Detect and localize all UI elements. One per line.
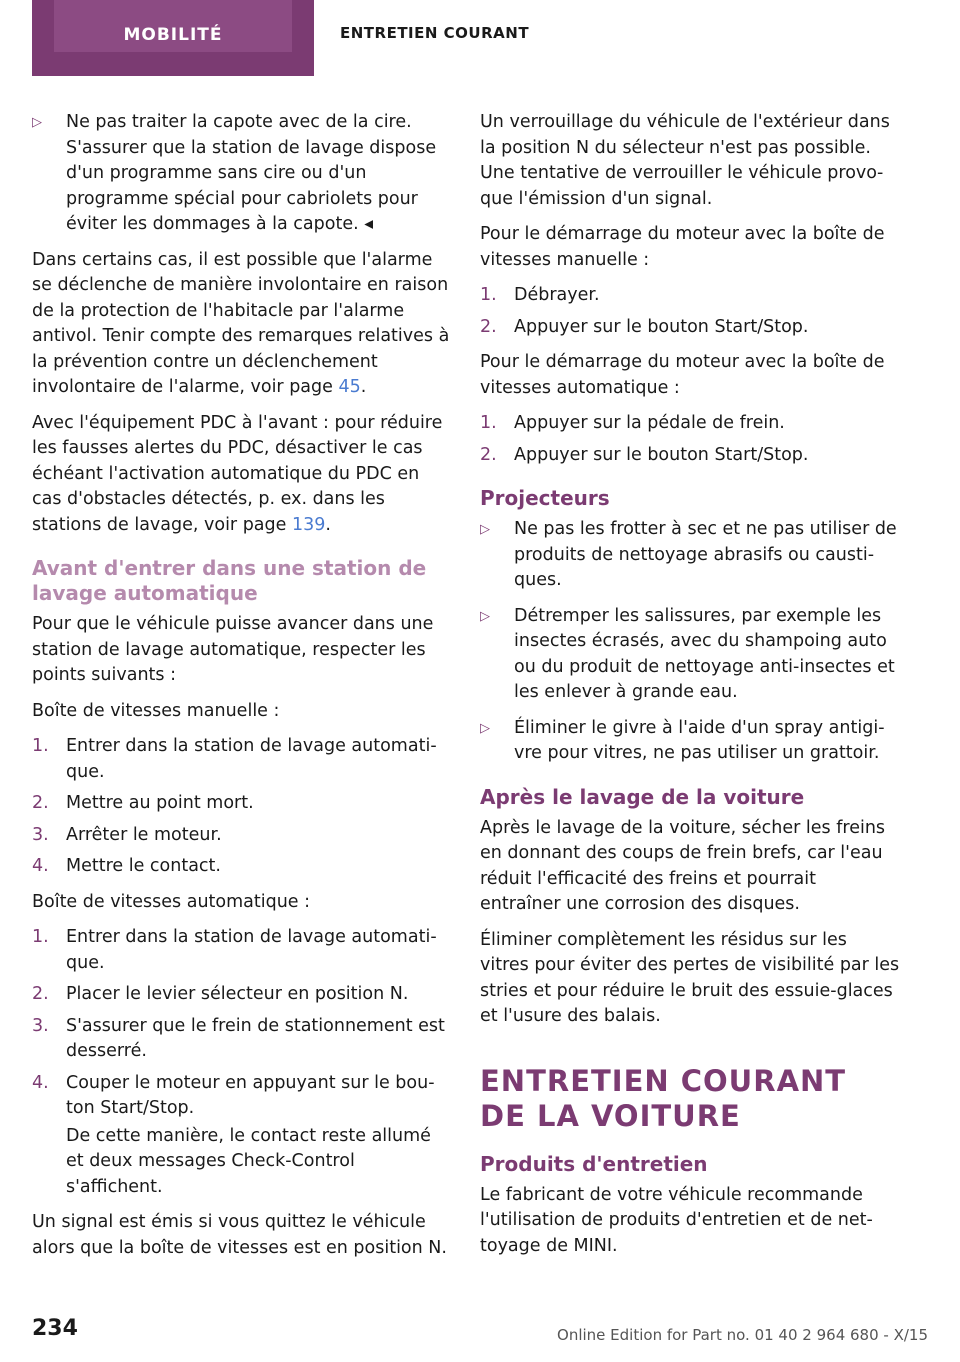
list-item bbox=[480, 443, 900, 469]
section-heading: Avant d'entrer dans une station de lavage automatique bbox=[32, 556, 427, 605]
page-number: 234 bbox=[32, 1316, 78, 1341]
bullet-text: Ne pas les frotter à sec et ne pas utiliser de produits de nettoyage abrasifs ou caustiques. bbox=[514, 519, 897, 590]
paragraph: Après le lavage de la voiture, sécher les freins en donnant des coups de frein brefs, car l'eau réduit l'efficacité des freins et pourrait entraîner une corrosion des disques. bbox=[480, 817, 886, 914]
bullet-item bbox=[32, 110, 450, 238]
list-item-text: Arrêter le moteur. bbox=[66, 824, 222, 845]
paragraph: Éliminer complètement les résidus sur les vitres pour éviter des pertes de visibilité par les stries et pour réduire le bruit des essuie-glaces et l'usure des balais. bbox=[480, 929, 900, 1026]
list-item bbox=[32, 734, 450, 785]
list-number: 4. bbox=[32, 856, 49, 876]
numbered-list bbox=[32, 925, 450, 1200]
list-item-text: Couper le moteur en appuyant sur le bouton Start/Stop. bbox=[66, 1072, 435, 1118]
section-title: ENTRETIEN COURANT bbox=[340, 24, 530, 42]
tab-mobilite[interactable] bbox=[32, 0, 314, 76]
chapter-heading: ENTRETIEN COURANT DE LA VOITURE bbox=[480, 1063, 847, 1133]
list-item-text: Entrer dans la station de lavage automatique. bbox=[66, 736, 437, 782]
list-number: 1. bbox=[480, 413, 497, 433]
paragraph: Un verrouillage du véhicule de l'extérieur dans la position N du sélecteur n'est pas possible. Une tentative de verrouiller le véhicule provoque l'émission d'un signal. bbox=[480, 112, 890, 209]
list-item bbox=[32, 791, 450, 817]
bullet-item bbox=[480, 517, 900, 594]
section-heading: Après le lavage de la voiture bbox=[480, 784, 805, 809]
paragraph: Le fabricant de votre véhicule recommande l'utilisation de produits d'entretien et de nettoyage de MINI. bbox=[480, 1184, 873, 1256]
paragraph-text: Avec l'équipement PDC à l'avant : pour réduire les fausses alertes du PDC, désactiver le cas échéant l'activation automatique du PDC en cas d'obstacles détectés, p. ex. dans les stations de lavage, voir page bbox=[32, 412, 443, 535]
list-item-text: Mettre le contact. bbox=[66, 856, 221, 876]
bullet-text: Ne pas traiter la capote avec de la cire. S'assurer que la station de lavage dispose d'un programme sans cire ou d'un programme spécial pour cabriolets pour éviter les dommages à la capote. bbox=[66, 112, 437, 234]
period: . bbox=[325, 514, 331, 535]
paragraph bbox=[32, 411, 450, 539]
list-number: 2. bbox=[480, 316, 497, 337]
numbered-list bbox=[32, 734, 450, 880]
right-column bbox=[480, 110, 900, 1269]
list-item-text: Débrayer. bbox=[514, 285, 600, 305]
period: . bbox=[360, 377, 367, 397]
list-item-text: S'assurer que le frein de stationnement est desserré. bbox=[66, 1015, 445, 1061]
list-item-text: Appuyer sur la pédale de frein. bbox=[514, 413, 785, 433]
bullet-marker-icon: ▷ bbox=[480, 720, 490, 736]
section-heading: Produits d'entretien bbox=[480, 1151, 708, 1176]
list-number: 2. bbox=[32, 984, 49, 1004]
list-item-text: Entrer dans la station de lavage automatique. bbox=[66, 927, 437, 973]
bullet-marker-icon: ▷ bbox=[480, 522, 490, 537]
paragraph: Pour que le véhicule puisse avancer dans une station de lavage automatique, respecter les points suivants : bbox=[32, 614, 434, 685]
edition-footer: Online Edition for Part no. 01 40 2 964 680 - X/15 bbox=[557, 1326, 928, 1344]
bullet-marker-icon: ▷ bbox=[32, 115, 42, 130]
list-item-text: Placer le levier sélecteur en position N. bbox=[66, 984, 409, 1004]
list-label: Boîte de vitesses manuelle : bbox=[32, 700, 280, 721]
list-number: 1. bbox=[32, 927, 49, 947]
numbered-list bbox=[480, 283, 900, 340]
list-number: 2. bbox=[32, 793, 49, 813]
list-number: 3. bbox=[32, 824, 49, 845]
list-item bbox=[32, 982, 450, 1008]
page-link[interactable]: 45 bbox=[338, 377, 361, 397]
paragraph-text: Dans certains cas, il est possible que l'alarme se déclenche de manière involontaire en raison de la protection de l'habitacle par l'alarme antivol. Tenir compte des remarques relatives à la prévention contre un déclenchement involontaire de l'alarme, voir page bbox=[32, 249, 450, 397]
list-number: 1. bbox=[480, 285, 497, 305]
list-number: 2. bbox=[480, 444, 497, 465]
bullet-marker-icon: ▷ bbox=[480, 608, 490, 624]
list-item bbox=[32, 925, 450, 976]
paragraph: Pour le démarrage du moteur avec la boîte de vitesses manuelle : bbox=[480, 224, 885, 270]
list-item bbox=[480, 283, 900, 309]
paragraph: Un signal est émis si vous quittez le véhicule alors que la boîte de vitesses est en position N. bbox=[32, 1212, 447, 1258]
list-item bbox=[480, 315, 900, 341]
bullet-text: Éliminer le givre à l'aide d'un spray antigivre pour vitres, ne pas utiliser un grattoir. bbox=[514, 717, 885, 763]
paragraph bbox=[32, 248, 450, 401]
bullet-item bbox=[480, 604, 900, 706]
paragraph: Pour le démarrage du moteur avec la boîte de vitesses automatique : bbox=[480, 352, 885, 398]
tab-mobilite-label: MOBILITÉ bbox=[54, 0, 292, 52]
list-item-text: Mettre au point mort. bbox=[66, 793, 254, 813]
bullet-text: Détremper les salissures, par exemple les insectes écrasés, avec du shampoing auto ou du produit de nettoyage anti-insectes et les enlever à grande eau. bbox=[514, 605, 895, 702]
list-item bbox=[480, 411, 900, 437]
list-item-text: Appuyer sur le bouton Start/Stop. bbox=[514, 444, 809, 465]
list-item bbox=[32, 1014, 450, 1065]
list-label: Boîte de vitesses automatique : bbox=[32, 891, 311, 912]
header-bar bbox=[0, 0, 960, 76]
left-column bbox=[32, 110, 450, 1271]
page-link[interactable]: 139 bbox=[291, 514, 326, 535]
list-item bbox=[32, 854, 450, 880]
list-item-note: De cette manière, le contact reste allumé et deux messages Check-Control s'affichent. bbox=[66, 1125, 431, 1197]
end-mark-icon: ◂ bbox=[364, 214, 374, 234]
numbered-list bbox=[480, 411, 900, 468]
section-heading: Projecteurs bbox=[480, 486, 610, 510]
list-item bbox=[32, 823, 450, 849]
bullet-item bbox=[480, 716, 900, 767]
list-item bbox=[32, 1071, 450, 1201]
list-item-text: Appuyer sur le bouton Start/Stop. bbox=[514, 316, 809, 337]
list-number: 3. bbox=[32, 1015, 49, 1036]
list-number: 1. bbox=[32, 736, 49, 756]
list-number: 4. bbox=[32, 1072, 49, 1093]
